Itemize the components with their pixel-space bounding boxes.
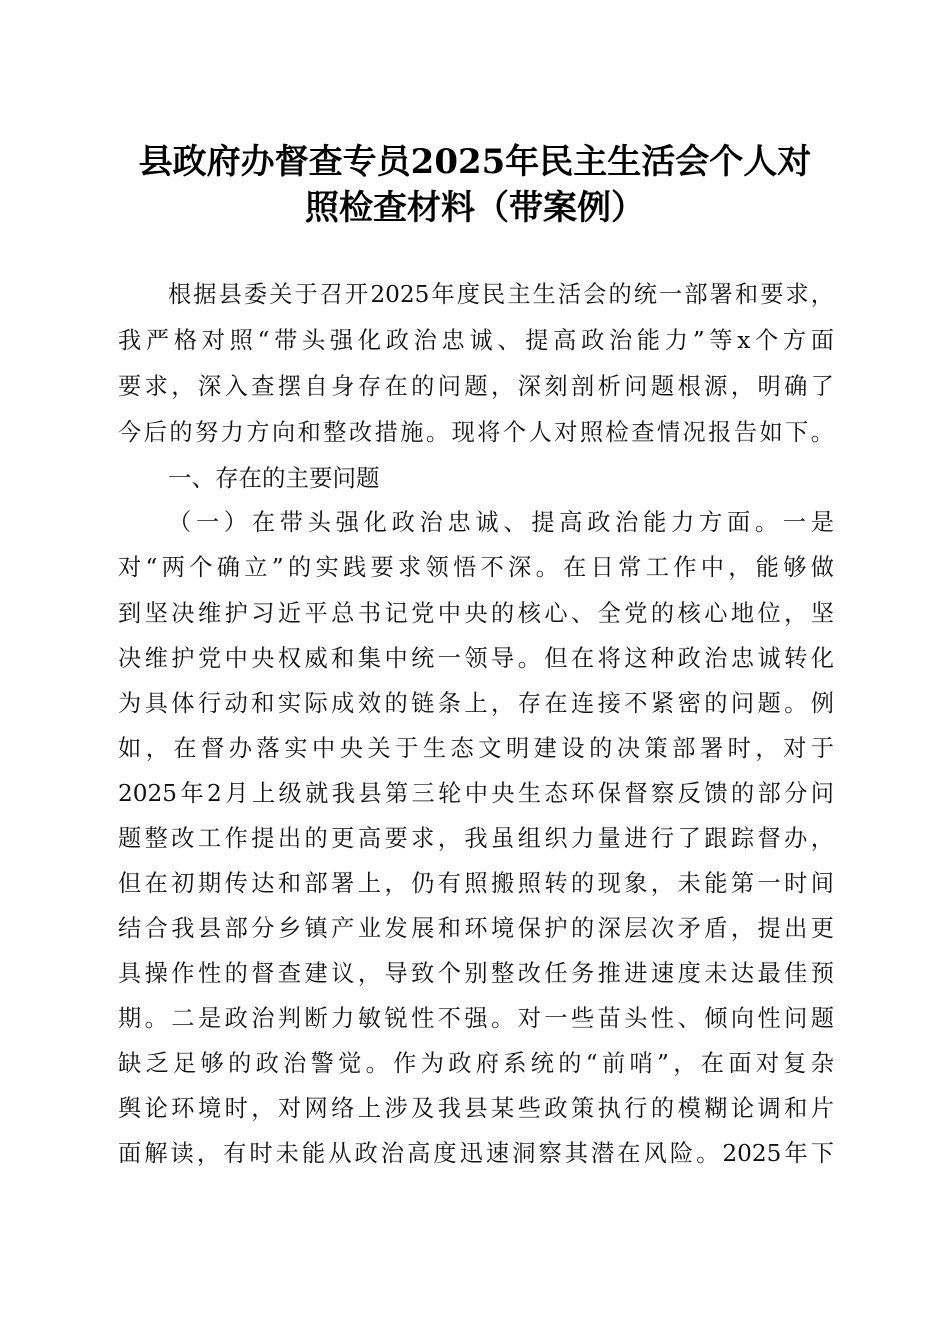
document-title-line-1: 县政府办督查专员2025年民主生活会个人对: [138, 142, 812, 182]
body-paragraph-line: 舆论环境时，对网络上涉及我县某些政策执行的模糊论调和片: [118, 1095, 834, 1122]
intro-paragraph-line: 要求，深入查摆自身存在的问题，深刻剖析问题根源，明确了: [118, 373, 834, 400]
body-paragraph-line: 决维护党中央权威和集中统一领导。但在将这种政治忠诚转化: [118, 645, 834, 672]
body-paragraph-line: 2025年2月上级就我县第三轮中央生态环保督察反馈的部分问: [118, 780, 834, 807]
body-paragraph-line: 如，在督办落实中央关于生态文明建设的决策部署时，对于: [118, 735, 834, 762]
body-paragraph-line: 到坚决维护习近平总书记党中央的核心、全党的核心地位，坚: [118, 600, 834, 627]
document-title-line-2: 照检查材料（带案例）: [305, 188, 645, 228]
body-paragraph-line: 结合我县部分乡镇产业发展和环境保护的深层次矛盾，提出更: [118, 915, 834, 942]
intro-paragraph-line: 我严格对照“带头强化政治忠诚、提高政治能力”等x个方面: [118, 327, 834, 354]
section-heading: 一、存在的主要问题: [168, 464, 380, 492]
body-paragraph-line: （一）在带头强化政治忠诚、提高政治能力方面。一是: [168, 509, 834, 536]
body-paragraph-line: 具操作性的督查建议，导致个别整改任务推进速度未达最佳预: [118, 960, 834, 987]
intro-paragraph-line: 根据县委关于召开2025年度民主生活会的统一部署和要求，: [168, 281, 834, 308]
body-paragraph-line: 题整改工作提出的更高要求，我虽组织力量进行了跟踪督办，: [118, 825, 834, 852]
body-paragraph-line: 但在初期传达和部署上，仍有照搬照转的现象，未能第一时间: [118, 870, 834, 897]
body-paragraph-line: 缺乏足够的政治警觉。作为政府系统的“前哨”，在面对复杂: [118, 1050, 834, 1077]
intro-paragraph-line: 今后的努力方向和整改措施。现将个人对照检查情况报告如下。: [118, 419, 834, 446]
body-paragraph-line: 面解读，有时未能从政治高度迅速洞察其潜在风险。2025年下: [118, 1140, 834, 1167]
body-paragraph-line: 为具体行动和实际成效的链条上，存在连接不紧密的问题。例: [118, 690, 834, 717]
body-paragraph-line: 期。二是政治判断力敏锐性不强。对一些苗头性、倾向性问题: [118, 1005, 834, 1032]
body-paragraph-line: 对“两个确立”的实践要求领悟不深。在日常工作中，能够做: [118, 554, 834, 581]
